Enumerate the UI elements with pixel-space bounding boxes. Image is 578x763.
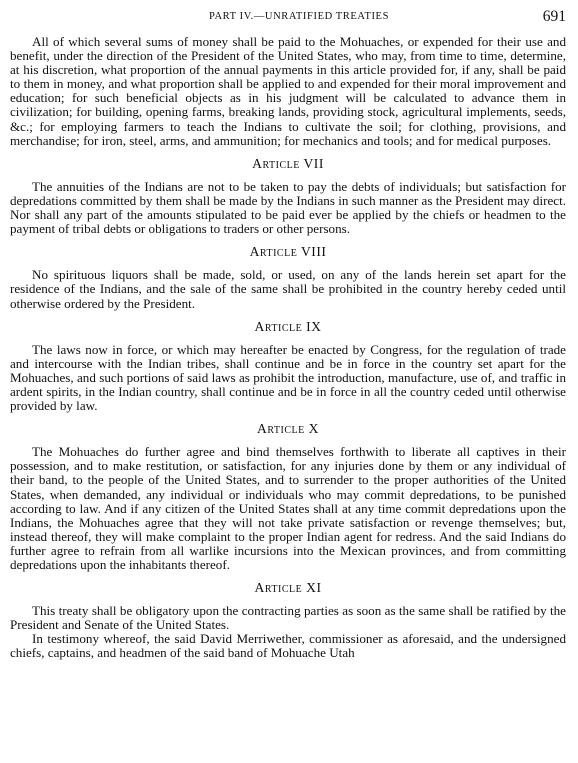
article-8-heading: Article VIII [249, 244, 327, 260]
document-body [10, 35, 566, 661]
article-10-text: The Mohuaches do further agree and bind themselves forthwith to liberate all captives in their possession, and to make restitution, or satisfaction, for any injuries done by them or any individual of their band, to the people of the United States, and to surrender to the proper authorities of the United States, when demanded, any individual or individuals who may commit depredations, to be punished according to law. And if any citizen of the United States shall at any time commit depredations upon the Indians, the Mohuaches agree that they will not take private satisfaction or revenge themselves; but, instead thereof, they will make complaint to the proper Indian agent for redress. And the said Indians do further agree to refrain from all warlike incursions into the Mexican provinces, and from committing depredations upon the inhabitants thereof. [10, 444, 566, 572]
article-7-text: The annuities of the Indians are not to be taken to pay the debts of individuals; but satisfaction for depredations committed by them shall be made by the Indians in such manner as the President may direct. Nor shall any part of the amounts stipulated to be paid ever be applied by the chiefs or headmen to the payment of tribal debts or obligations to traders or other persons. [10, 178, 566, 237]
article-9-text: The laws now in force, or which may hereafter be enacted by Congress, for the regulation of trade and intercourse with the Indian tribes, shall continue and be in force in the country set apart for the Mohuaches, and such portions of said laws as prohibit the introduction, manufacture, use of, and traffic in ardent spirits, in the Indian country, shall continue and be in force in all the country ceded until otherwise provided by law. [10, 341, 566, 414]
article-10-heading: Article X [257, 421, 319, 437]
testimony-text: In testimony whereof, the said David Merriwether, commissioner as aforesaid, and the undersigned chiefs, captains, and headmen of the said band of Mohuache Utah [10, 631, 566, 661]
page-header [0, 8, 578, 30]
running-header-title: PART IV.—UNRATIFIED TREATIES [209, 11, 390, 22]
article-7-heading: Article VII [252, 155, 324, 171]
article-8-text: No spirituous liquors shall be made, sold, or used, on any of the lands herein set apart for the residence of the Indians, and the sale of the same shall be prohibited in the country hereby ceded until otherwise ordered by the President. [10, 267, 566, 311]
paragraph-article6-continuation: All of which several sums of money shall be paid to the Mohuaches, or expended for their use and benefit, under the direction of the President of the United States, who may, from time to time, determine, at his discretion, what proportion of the annual payments in this article provided for, if any, shall be paid to them in money, and what proportion shall be applied to and expended for their moral improvement and education; for such beneficial objects as in his judgment will be calculated to advance them in civilization; for building, opening farms, breaking lands, providing stock, agricultural implements, seeds, &c.; for employing farmers to teach the Indians to cultivate the soil; for clothing, provisions, and merchandise; for iron, steel, arms, and ammunition; for mechanics and tools; and for medical purposes. [10, 34, 566, 148]
article-11-heading: Article XI [254, 580, 322, 596]
page-number: 691 [542, 8, 566, 25]
article-11-text: This treaty shall be obligatory upon the contracting parties as soon as the same shall be ratified by the President and Senate of the United States. [10, 603, 566, 633]
article-9-heading: Article IX [254, 318, 322, 334]
